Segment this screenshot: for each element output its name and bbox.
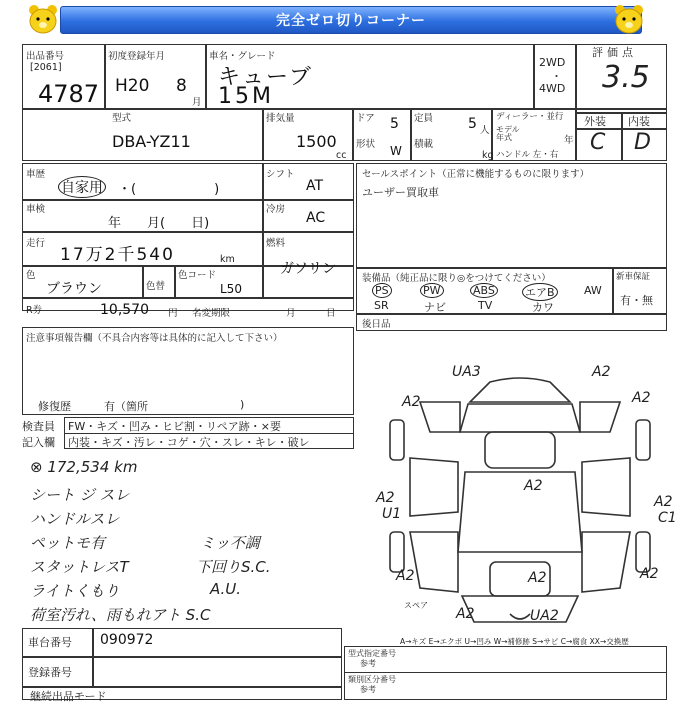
- class-spec-sub: 参考: [360, 685, 376, 694]
- ext-label: 外装: [584, 115, 606, 128]
- history-label: 車歴: [26, 169, 46, 180]
- name-label: 車名・グレード: [209, 51, 276, 62]
- repair-close: ): [240, 398, 245, 411]
- equip-navi: ナビ: [424, 301, 446, 314]
- doors-label: ドア: [356, 113, 375, 124]
- doors-value: 5: [390, 116, 399, 132]
- model-year-label: モデル年式: [496, 125, 520, 142]
- defect-row-2: 内装・キズ・汚レ・コゲ・穴・スレ・キレ・破レ: [68, 436, 310, 449]
- mascot-bear-left-icon: [26, 4, 60, 34]
- equip-tv: TV: [478, 299, 493, 312]
- cc-label: 排気量: [266, 113, 295, 124]
- lot-sub: [2061]: [30, 62, 62, 73]
- reg-label: 初度登録年月: [108, 51, 166, 62]
- inspector-label: 検査員: [22, 420, 55, 433]
- car-name: キューブ: [218, 65, 313, 90]
- equip-sr: SR: [374, 299, 389, 312]
- load-label: 積載: [414, 139, 434, 150]
- color-code: L50: [220, 282, 242, 296]
- mark-a2-right-front: A2: [632, 390, 651, 406]
- cc-value: 1500: [296, 132, 337, 151]
- color-code-label: 色コード: [178, 270, 217, 281]
- note-line-1: ⊗ 172,534 km: [30, 458, 138, 476]
- chassis-label: 車台番号: [28, 636, 72, 649]
- after-label: 後日品: [362, 319, 391, 330]
- note-line-4: ペットモ有: [30, 534, 106, 552]
- drive-4wd: 4WD: [539, 82, 566, 95]
- name-change-label: 名変期限: [192, 308, 231, 319]
- reg-month-unit: 月: [192, 97, 202, 108]
- mark-a2-left-door: A2: [376, 490, 395, 506]
- fuel-label: 燃料: [266, 238, 286, 249]
- history-rest: ・( ): [118, 182, 220, 197]
- int-score: D: [634, 130, 651, 155]
- ext-score: C: [590, 130, 606, 155]
- equip-ps: PS: [372, 283, 392, 298]
- reg-era: H20: [115, 76, 150, 96]
- record-label: 記入欄: [22, 436, 55, 449]
- type-spec-label: 型式指定番号: [348, 649, 396, 658]
- mark-a2-front-right: A2: [592, 364, 611, 380]
- drive-2wd: 2WD: [539, 56, 566, 69]
- reg-month: 8: [176, 76, 187, 96]
- mark-a2-rear-left: A2: [456, 606, 475, 622]
- int-label: 内装: [628, 115, 650, 128]
- equip-pw: PW: [420, 283, 444, 298]
- recycle-unit: 円: [168, 308, 178, 319]
- note-line-7: 荷室汚れ、雨もれアト S.C: [30, 606, 211, 624]
- history-value: 自家用: [58, 176, 106, 198]
- color-swap-label: 色替: [146, 281, 166, 292]
- class-spec-label: 類別区分番号: [348, 675, 396, 684]
- mileage-label: 走行: [26, 238, 46, 249]
- color-label: 色: [26, 270, 36, 281]
- name-change-day: 日: [326, 308, 336, 319]
- mark-a2-right-rear: A2: [640, 566, 659, 582]
- note-line-5: スタットレスT: [30, 558, 129, 576]
- score-value: 3.5: [602, 60, 650, 95]
- mileage-value: 17万2千540: [60, 245, 175, 265]
- mark-a2-left-front: A2: [402, 394, 421, 410]
- mark-ua2: UA2: [530, 608, 559, 624]
- note-right-1: ミッ不調: [200, 534, 260, 552]
- model-label: 型式: [112, 113, 132, 124]
- bottom-row: 継続出品モード: [30, 690, 107, 703]
- year-unit: 年: [564, 135, 574, 146]
- lot-number: 4787: [38, 80, 100, 108]
- type-spec-sub: 参考: [360, 659, 376, 668]
- name-change-month: 月: [286, 308, 296, 319]
- equip-abs: ABS: [470, 283, 498, 298]
- mark-u1: U1: [382, 506, 402, 522]
- repair-value: 有（箇所: [104, 400, 148, 413]
- ac-value: AC: [306, 210, 326, 226]
- shape-value: W: [390, 144, 402, 158]
- inspection-value: 年 月( 日): [108, 216, 210, 231]
- note-right-3: A.U.: [210, 580, 242, 598]
- drive-dot: ・: [551, 70, 562, 83]
- note-right-2: 下回りS.C.: [196, 558, 271, 576]
- load-unit: kg: [482, 150, 494, 161]
- mark-a2-right-door: A2: [654, 494, 673, 510]
- equip-leather: カワ: [532, 301, 554, 314]
- mark-a2-roof: A2: [524, 478, 543, 494]
- equip-airbag: エアB: [522, 283, 558, 301]
- mileage-unit: km: [220, 254, 235, 265]
- seats-label: 定員: [414, 113, 434, 124]
- color-value: ブラウン: [46, 281, 102, 297]
- fuel-value: ガソリン: [280, 261, 336, 277]
- inspection-label: 車検: [26, 204, 46, 215]
- header-title: 完全ゼロ切りコーナー: [60, 6, 642, 34]
- note-line-6: ライトくもり: [30, 582, 120, 600]
- mascot-bear-right-icon: [612, 4, 646, 34]
- dealer-label: ディーラー・並行: [496, 112, 564, 122]
- cc-unit: cc: [336, 150, 347, 161]
- mark-ua3: UA3: [452, 364, 481, 380]
- sales-value: ユーザー買取車: [362, 186, 439, 199]
- damage-legend: A→キズ E→エクボ U→凹み W→補修跡 S→サビ C→腐食 XX→交換歴: [400, 637, 629, 646]
- chassis-value: 090972: [100, 632, 154, 648]
- new-car-label: 新車保証: [616, 272, 651, 282]
- sales-label: セールスポイント（正常に機能するものに限ります）: [362, 169, 590, 180]
- score-label: 評価点: [592, 46, 637, 59]
- lot-label: 出品番号: [26, 51, 65, 62]
- ac-label: 冷房: [266, 204, 286, 215]
- model-value: DBA-YZ11: [112, 132, 191, 151]
- note-line-2: シート ジ スレ: [30, 486, 130, 504]
- defect-row-1: FW・キズ・凹み・ヒビ割・リペア跡・×要: [68, 420, 281, 433]
- new-car-value: 有・無: [620, 294, 653, 307]
- shift-value: AT: [306, 178, 324, 194]
- seats-unit: 人: [480, 125, 490, 136]
- recycle-label: R券: [26, 305, 43, 316]
- handle-label: ハンドル 左・右: [496, 150, 559, 160]
- mark-a2-left-rear: A2: [396, 568, 415, 584]
- note-line-3: ハンドルスレ: [30, 510, 120, 528]
- shift-label: シフト: [266, 169, 295, 180]
- mark-c1: C1: [658, 510, 677, 526]
- shape-label: 形状: [356, 139, 376, 150]
- equip-label: 装備品（純正品に限り◎をつけてください）: [362, 273, 551, 284]
- repair-label: 修復歴: [38, 400, 71, 413]
- recycle-value: 10,570: [100, 302, 149, 318]
- mark-a2-rear-glass: A2: [528, 570, 547, 586]
- equip-aw: AW: [584, 284, 602, 297]
- reg-number-label: 登録番号: [28, 666, 72, 679]
- caution-label: 注意事項報告欄（不具合内容等は具体的に記入して下さい）: [26, 333, 283, 344]
- grade: 15M: [218, 84, 274, 109]
- spare-label: スペア: [404, 601, 428, 610]
- seats-value: 5: [468, 116, 477, 132]
